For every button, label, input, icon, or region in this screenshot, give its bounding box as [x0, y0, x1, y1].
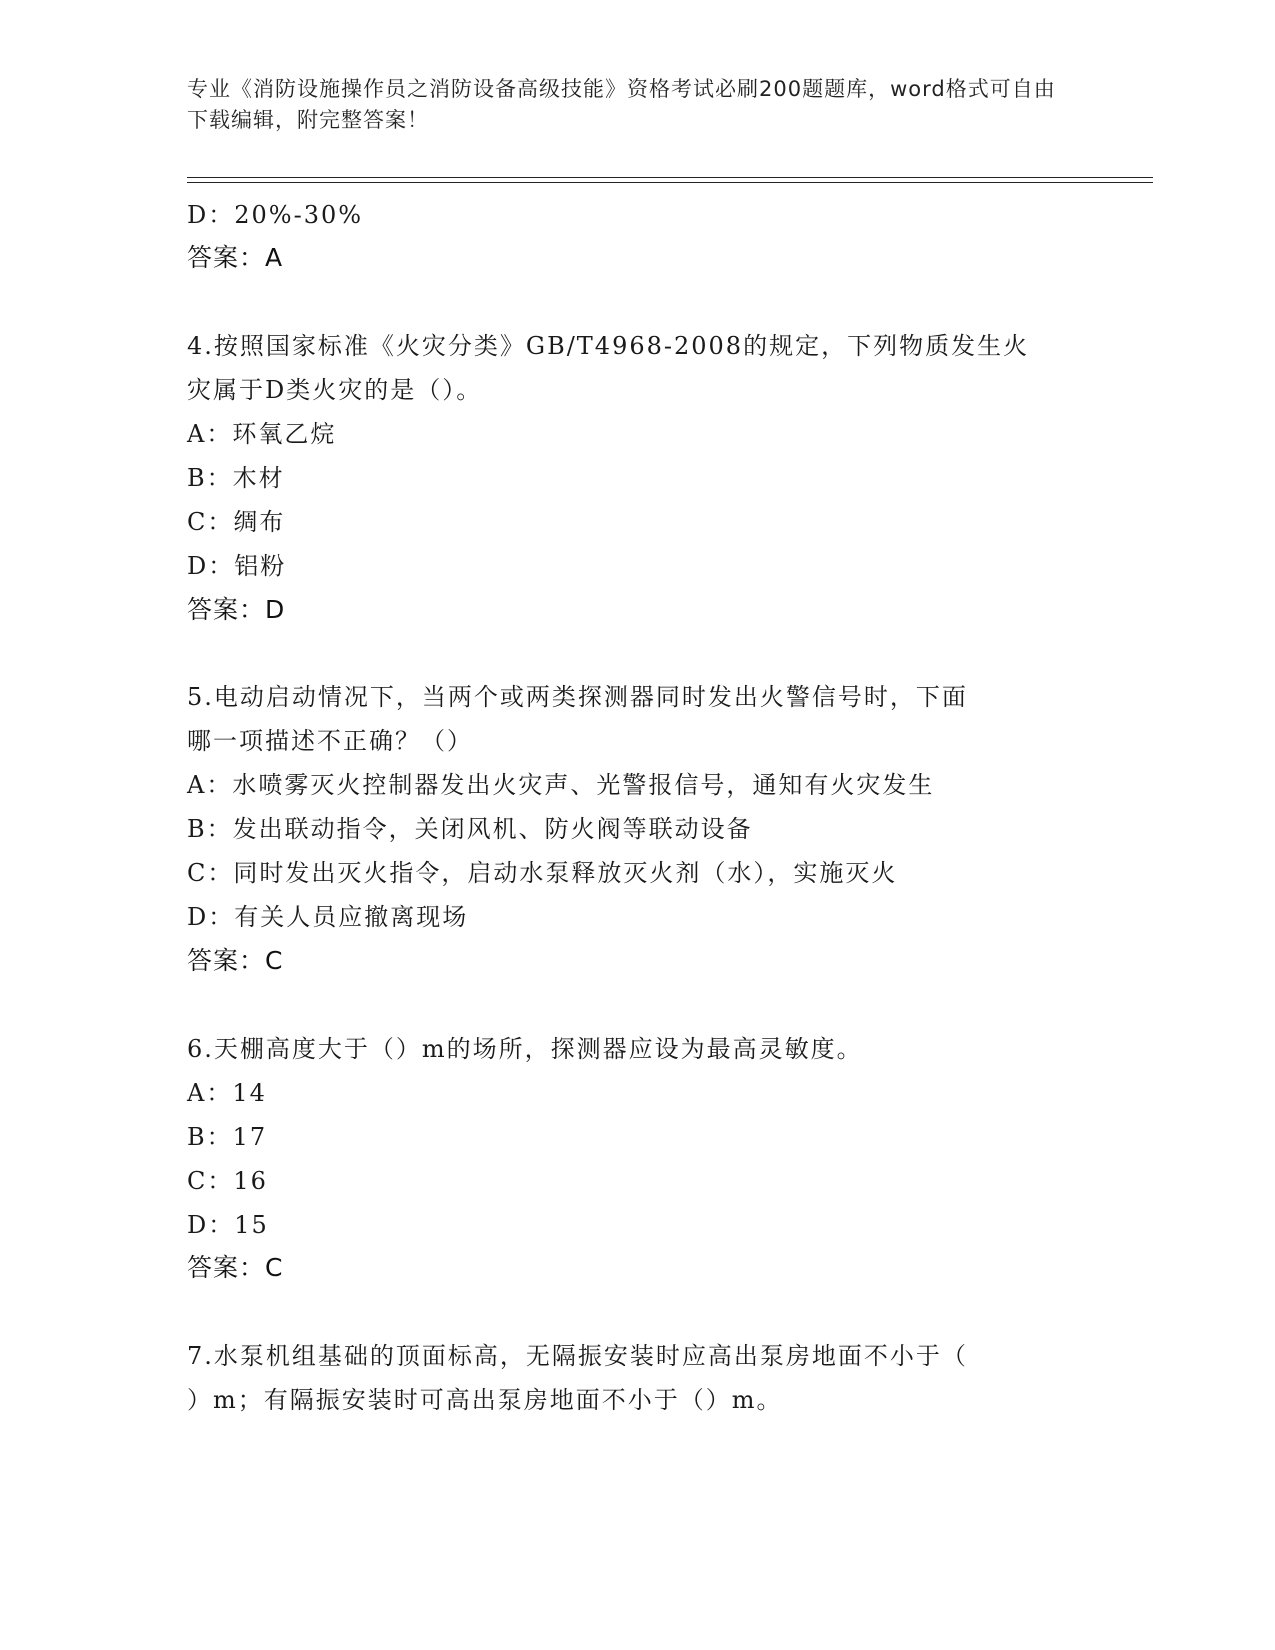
q5-option-d: D：有关人员应撤离现场: [187, 903, 469, 931]
q4-stem-line1: 4.按照国家标准《火灾分类》GB/T4968-2008的规定，下列物质发生火: [187, 332, 1030, 360]
q5-option-c: C：同时发出灭火指令，启动水泵释放灭火剂（水），实施灭火: [187, 859, 898, 887]
q5-answer: 答案：C: [187, 946, 284, 975]
q6-option-b: B：17: [187, 1123, 268, 1151]
q7-stem-line2: ）m；有隔振安装时可高出泵房地面不小于（）m。: [187, 1386, 783, 1414]
q6-option-d: D：15: [187, 1211, 269, 1239]
header-divider-bottom: [187, 182, 1153, 183]
q4-option-d: D：铝粉: [187, 552, 287, 580]
q4-option-c: C：绸布: [187, 508, 286, 536]
q5-stem-line1: 5.电动启动情况下，当两个或两类探测器同时发出火警信号时，下面: [187, 683, 968, 711]
q7-stem-line1: 7.水泵机组基础的顶面标高，无隔振安装时应高出泵房地面不小于（: [187, 1342, 968, 1370]
q4-option-b: B：木材: [187, 464, 285, 492]
q6-option-c: C：16: [187, 1167, 268, 1195]
header-divider-top: [187, 177, 1153, 178]
q5-option-a: A：水喷雾灭火控制器发出火灾声、光警报信号，通知有火灾发生: [187, 771, 935, 799]
q6-stem-line1: 6.天棚高度大于（）m的场所，探测器应设为最高灵敏度。: [187, 1035, 863, 1063]
q4-stem-line2: 灾属于D类火灾的是（）。: [187, 376, 483, 404]
q5-option-b: B：发出联动指令，关闭风机、防火阀等联动设备: [187, 815, 753, 843]
q6-answer: 答案：C: [187, 1253, 284, 1282]
q3-option-d: D：20%-30%: [187, 201, 364, 229]
document-header: 专业《消防设施操作员之消防设备高级技能》资格考试必刷200题题库，word格式可自由下载编辑，附完整答案！: [187, 77, 1056, 132]
q4-answer: 答案：D: [187, 595, 286, 624]
q4-option-a: A：环氧乙烷: [187, 420, 337, 448]
q6-option-a: A：14: [187, 1079, 267, 1107]
q5-stem-line2: 哪一项描述不正确？（）: [187, 727, 473, 755]
q3-answer: 答案：A: [187, 243, 284, 272]
